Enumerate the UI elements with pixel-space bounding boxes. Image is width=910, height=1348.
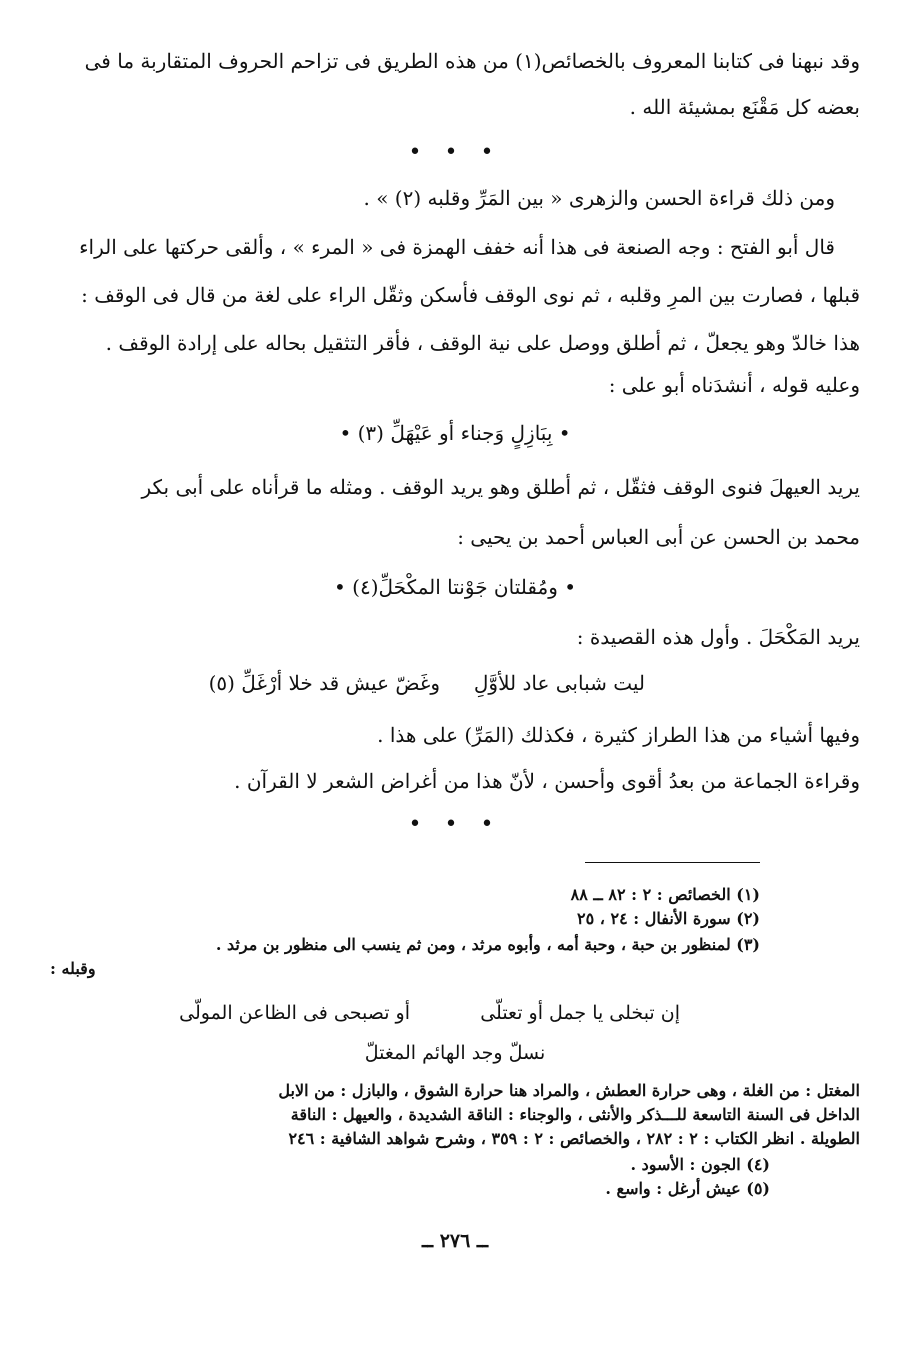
quoted-verse-2: • ومُقلتان جَوْنتا المكْحَلِّ(٤) •	[333, 575, 577, 599]
footnote-3-gloss-line-1: المغتل : من الغلة ، وهى حرارة العطش ، والمراد هنا حرارة الشوق ، والبازل : من الابل	[278, 1081, 860, 1100]
paragraph-1-line-1: وقد نبهنا فى كتابنا المعروف بالخصائص(١) من هذه الطريق فى تزاحم الحروف المتقاربة ما فى	[84, 49, 860, 73]
quoted-verse-1: • بِبَازِلٍ وَجناء أو عَيْهَلِّ (٣) •	[339, 421, 571, 445]
footnote-verse-hemistich-left: أو تصبحى فى الظاعن المولّى	[179, 1002, 410, 1024]
page-number: ــ ٢٧٦ ــ	[421, 1230, 489, 1252]
paragraph-3-line-3: هذا خالدّ وهو يجعلّ ، ثم أطلق ووصل على نية الوقف ، فأقر التثقيل بحاله على إرادة الوقف .	[105, 331, 860, 355]
footnote-3-gloss-line-3: الطويلة . انظر الكتاب : ٢ : ٢٨٢ ، والخصائص : ٢ : ٣٥٩ ، وشرح شواهد الشافية : ٢٤٦	[288, 1129, 860, 1148]
footnote-verse-hemistich-right: إن تبخلى يا جمل أو تعتلّى	[480, 1002, 680, 1024]
footnote-3-intro: وقبله :	[50, 959, 96, 978]
footnote-3-gloss-line-2: الداخل فى السنة التاسعة للـــذكر والأنثى ، والوجناء : الناقة الشديدة ، والعيهل : الناقة	[290, 1105, 860, 1124]
verse-hemistich-right: ليت شبابى عاد للأوَّلِ	[473, 671, 645, 695]
footnote-verse-line-2: نسلّ وجد الهائم المغتلّ	[364, 1042, 546, 1064]
paragraph-6: وفيها أشياء من هذا الطراز كثيرة ، فكذلك (المَرِّ) على هذا .	[377, 723, 860, 747]
footnote-5: (٥) عيش أرغل : واسع .	[605, 1179, 770, 1198]
footnote-1: (١) الخصائص : ٢ : ٨٢ ــ ٨٨	[570, 885, 760, 904]
verse-hemistich-left: وغَضّ عيش قد خلا أرْغَلِّ (٥)	[208, 671, 440, 695]
paragraph-1-line-2: بعضه كل مَقْنَع بمشيئة الله .	[629, 95, 860, 119]
paragraph-4-line-1: يريد العيهلَ فنوى الوقف فثقّل ، ثم أطلق وهو يريد الوقف . ومثله ما قرأناه على أبى بكر	[141, 475, 860, 499]
paragraph-3-line-4: وعليه قوله ، أنشدَناه أبو على :	[608, 373, 860, 397]
footnote-3: (٣) لمنظور بن حبة ، وحبة أمه ، وأبوه مرثد ، ومن ثم ينسب الى منظور بن مرثد .	[215, 935, 760, 954]
paragraph-5: يريد المَكْحَلَ . وأول هذه القصيدة :	[576, 625, 860, 649]
footnote-2: (٢) سورة الأنفال : ٢٤ ، ٢٥	[576, 909, 760, 928]
section-separator-dots: • • •	[408, 140, 502, 165]
paragraph-3-line-2: قبلها ، فصارت بين المرِ وقلبه ، ثم نوى الوقف فأسكن وثقّل الراء على لغة من قال فى الوقف :	[81, 283, 860, 307]
footnote-separator	[585, 862, 760, 863]
paragraph-2: ومن ذلك قراءة الحسن والزهرى « بين المَرِّ وقلبه (٢) » .	[363, 186, 835, 210]
paragraph-3-line-1: قال أبو الفتح : وجه الصنعة فى هذا أنه خفف الهمزة فى « المرء » ، وألقى حركتها على الراء	[79, 235, 835, 259]
paragraph-4-line-2: محمد بن الحسن عن أبى العباس أحمد بن يحيى :	[457, 525, 860, 549]
footnote-4: (٤) الجون : الأسود .	[630, 1155, 770, 1174]
paragraph-7: وقراءة الجماعة من بعدُ أقوى وأحسن ، لأنّ هذا من أغراض الشعر لا القرآن .	[234, 769, 860, 793]
section-separator-dots-2: • • •	[408, 812, 502, 837]
